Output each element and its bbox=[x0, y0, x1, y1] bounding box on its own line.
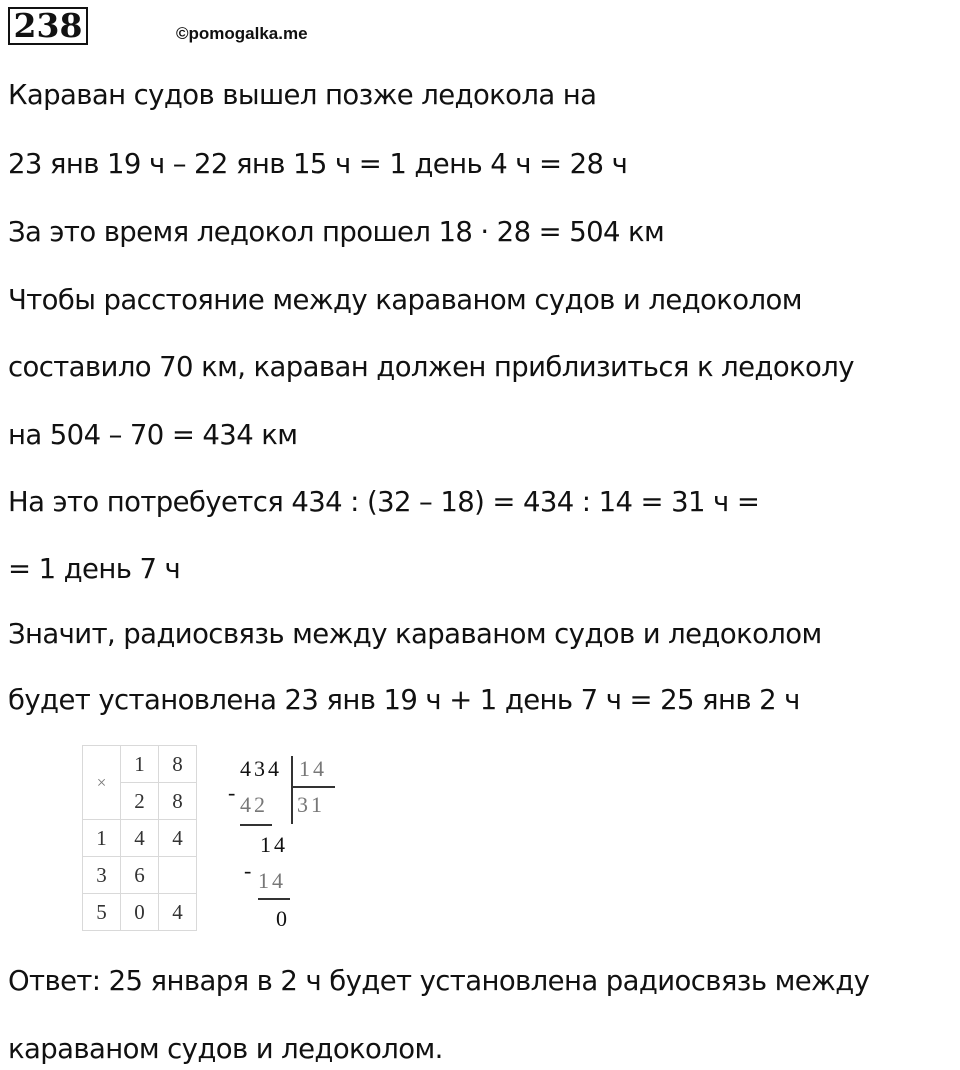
division-rule bbox=[240, 824, 272, 826]
mult-digit: 6 bbox=[121, 857, 159, 894]
division-rule bbox=[258, 898, 290, 900]
solution-line: За это время ледокол прошел 18 · 28 = 504 км bbox=[8, 216, 665, 248]
column-multiplication bbox=[82, 745, 197, 931]
solution-line: На это потребуется 434 : (32 – 18) = 434 : 14 = 31 ч = bbox=[8, 486, 760, 518]
solution-line: 23 янв 19 ч – 22 янв 15 ч = 1 день 4 ч = 28 ч bbox=[8, 148, 628, 180]
dividend: 434 bbox=[240, 756, 282, 781]
mult-digit: 0 bbox=[121, 894, 159, 931]
mult-digit: 4 bbox=[159, 820, 197, 857]
answer-line: караваном судов и ледоколом. bbox=[8, 1033, 443, 1065]
mult-digit: 8 bbox=[159, 746, 197, 783]
solution-line: будет установлена 23 янв 19 ч + 1 день 7 ч = 25 янв 2 ч bbox=[8, 684, 800, 716]
task-number: 238 bbox=[8, 7, 88, 45]
quotient: 31 bbox=[297, 792, 325, 817]
solution-line: Значит, радиосвязь между караваном судов и ледоколом bbox=[8, 618, 822, 650]
mult-digit: 1 bbox=[121, 746, 159, 783]
mult-digit: 4 bbox=[159, 894, 197, 931]
solution-line: составило 70 км, караван должен приблизиться к ледоколу bbox=[8, 351, 854, 383]
mult-digit: 3 bbox=[83, 857, 121, 894]
solution-line: Чтобы расстояние между караваном судов и ледоколом bbox=[8, 284, 802, 316]
minus-sign: - bbox=[244, 858, 255, 883]
answer-line: Ответ: 25 января в 2 ч будет установлена радиосвязь между bbox=[8, 965, 870, 997]
solution-line: Караван судов вышел позже ледокола на bbox=[8, 79, 597, 111]
divisor: 14 bbox=[299, 756, 327, 781]
subtrahend: 42 bbox=[240, 792, 268, 817]
mult-digit: 8 bbox=[159, 783, 197, 820]
mult-digit: 2 bbox=[121, 783, 159, 820]
multiply-sign: × bbox=[83, 746, 121, 820]
site-watermark: ©pomogalka.me bbox=[176, 24, 308, 43]
solution-line: на 504 – 70 = 434 км bbox=[8, 419, 298, 451]
division-bracket-horizontal bbox=[291, 786, 335, 788]
mult-digit bbox=[159, 857, 197, 894]
mult-digit: 1 bbox=[83, 820, 121, 857]
solution-line: = 1 день 7 ч bbox=[8, 553, 181, 585]
partial-remainder: 14 bbox=[260, 832, 288, 857]
final-remainder: 0 bbox=[276, 906, 290, 931]
subtrahend: 14 bbox=[258, 868, 286, 893]
minus-sign: - bbox=[228, 780, 239, 805]
mult-digit: 5 bbox=[83, 894, 121, 931]
mult-digit: 4 bbox=[121, 820, 159, 857]
division-bracket-vertical bbox=[291, 756, 293, 824]
